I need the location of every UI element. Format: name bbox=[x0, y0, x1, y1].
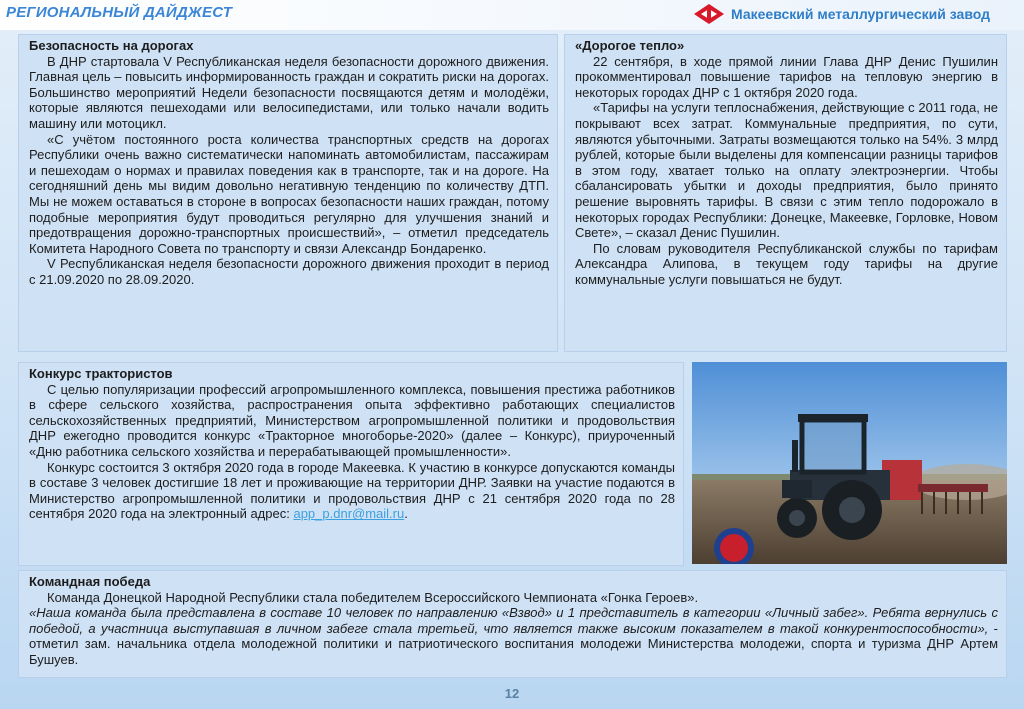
article-text: - отметил зам. начальника отдела молодежной политики и патриотического воспитания молодежи Министерства молодежи, спорта и туризма ДНР Артем Бушуев. bbox=[29, 620, 998, 667]
mmz-logo-icon bbox=[692, 2, 726, 26]
article-quote: «Наша команда была представлена в составе 10 человек по направлению «Взвод» и 1 представитель в категории «Личный забег». Ребята вернулись с победой, а участница выступавшая в личном забеге стала третьей, что является также высоким показателем в такой конкурентоспособности», bbox=[29, 605, 998, 636]
article-paragraph: С целью популяризации профессий агропромышленного комплекса, повышения престижа работников в сфере сельского хозяйства, распространения опыта эффективно работающих специалистов сельскохозяйственных предприятий, Министерством агропромышленной политики и продовольствия ДНР ежегодно проводится конкурс «Тракторное многоборье-2020» (далее – Конкурс), приуроченный «Дню работника сельского хозяйства и перерабатывающей промышленности». bbox=[29, 381, 675, 459]
article-team-victory bbox=[18, 570, 1007, 678]
article-title: Конкурс трактористов bbox=[29, 366, 173, 381]
article-title: «Дорогое тепло» bbox=[575, 38, 685, 53]
article-title: Безопасность на дорогах bbox=[29, 38, 194, 53]
article-text-end: . bbox=[404, 506, 408, 522]
article-paragraph bbox=[29, 605, 998, 667]
article-text: Конкурс состоится 3 октября 2020 года в городе Макеевка. К участию в конкурсе допускаются команды в составе 3 человек достигшие 18 лет и проживающие на территории ДНР. Заявки на участие подаются в Министерство агропромышленной политики и продовольствия ДНР с 21 сентября 2020 года по 28 сентября 2020 года на электронный адрес: bbox=[29, 459, 675, 522]
email-link[interactable]: app_p.dnr@mail.ru bbox=[293, 506, 405, 522]
article-expensive-heat bbox=[564, 34, 1007, 352]
article-paragraph: По словам руководителя Республиканской службы по тарифам Александра Алипова, в текущем году тарифы на другие коммунальные услуги повышаться не будут. bbox=[575, 240, 998, 287]
page-number: 12 bbox=[504, 686, 520, 701]
article-paragraph: «С учётом постоянного роста количества транспортных средств на дорогах Республики очень важно систематически напоминать автомобилистам, пассажирам и пешеходам о нормах и правилах поведения как в транспорте, так и на дороге. На сегодняшний день мы видим довольно негативную тенденцию по количеству ДТП. Мы не можем оставаться в стороне в вопросах безопасности наших граждан, потому подобные мероприятия будут проводиться регулярно для улучшения знаний и предотвращения дорожно-транспортных происшествий», – отметил председатель Комитета Народного Совета по транспорту и связи Александр Бондаренко. bbox=[29, 131, 549, 256]
brand-name: Макеевский металлургический завод bbox=[731, 6, 991, 22]
tractor-photo bbox=[692, 362, 1007, 564]
article-road-safety bbox=[18, 34, 558, 352]
article-paragraph bbox=[29, 460, 675, 522]
article-title: Командная победа bbox=[29, 574, 151, 589]
section-title: РЕГИОНАЛЬНЫЙ ДАЙДЖЕСТ bbox=[6, 4, 233, 21]
article-paragraph: В ДНР стартовала V Республиканская неделя безопасности дорожного движения. Главная цель – повысить информированность граждан и сократить риски на дорогах. Большинство мероприятий Недели безопасности посвящаются детям и молодёжи, которые являются пешеходами или велосипедистами, или только начали водить машину или мотоцикл. bbox=[29, 53, 549, 131]
article-paragraph: 22 сентября, в ходе прямой линии Глава ДНР Денис Пушилин прокомментировал повышение тарифов на тепловую энергию в некоторых городах ДНР с 1 октября 2020 года. bbox=[575, 53, 998, 100]
article-paragraph: «Тарифы на услуги теплоснабжения, действующие с 2011 года, не покрывают всех затрат. Коммунальные предприятия, по сути, являются убыточными. Затраты возмещаются только на 54%. 3 млрд рублей, которые были выделены для компенсации разницы тарифов в этом году, хватает только на оплату электроэнергии. Чтобы сбалансировать убытки и доходы предприятия, было принято решение выровнять тарифы. В связи с этим тепло подорожало в некоторых городах Республики: Донецке, Макеевке, Горловке, Новом Свете», – сказал Денис Пушилин. bbox=[575, 100, 998, 241]
article-tractor-contest bbox=[18, 362, 684, 566]
article-paragraph: V Республиканская неделя безопасности дорожного движения проходит в период с 21.09.2020 по 28.09.2020. bbox=[29, 256, 549, 287]
article-paragraph: Команда Донецкой Народной Республики стала победителем Всероссийского Чемпионата «Гонка Героев». bbox=[47, 589, 699, 605]
